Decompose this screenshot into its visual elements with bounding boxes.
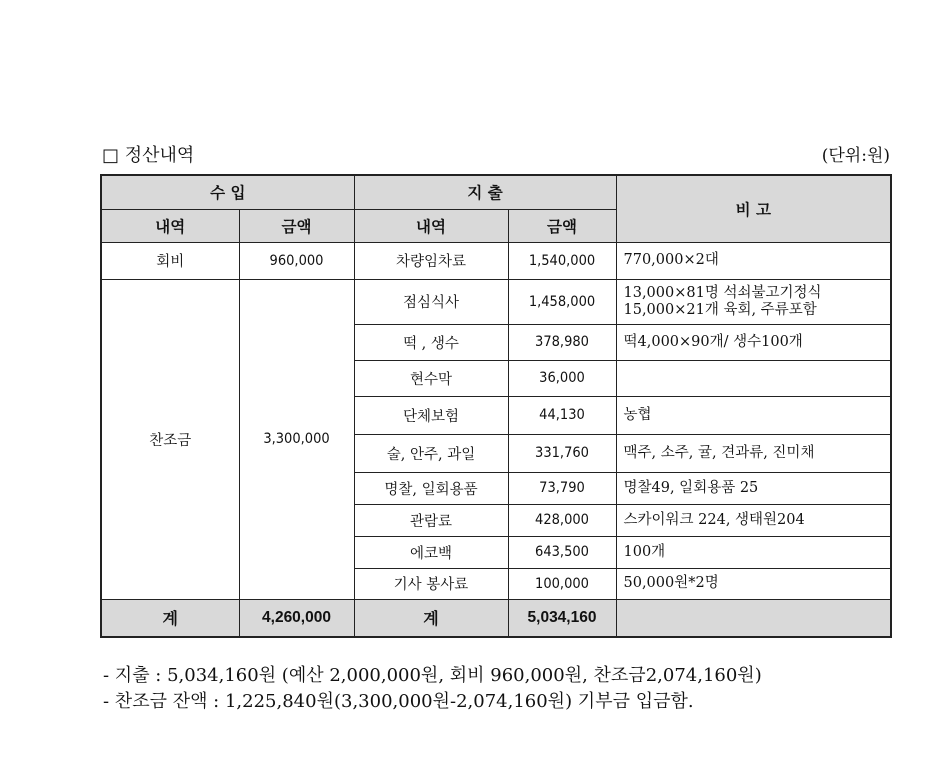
summary-line-balance: - 찬조금 잔액 : 1,225,840원(3,300,000원-2,074,160원) 기부금 입금함. [103,691,694,712]
note-cell: 떡4,000×90개/ 생수100개 [616,324,891,360]
expense-amount: 44,130 [508,396,616,434]
note-cell: 13,000×81명 석쇠불고기정식 15,000×21개 육회, 주류포함 [616,279,891,324]
summary-line-expense: - 지출 : 5,034,160원 (예산 2,000,000원, 회비 960,000원, 찬조금2,074,160원) [103,665,762,686]
expense-amount: 331,760 [508,434,616,472]
expense-amount: 73,790 [508,472,616,504]
header-expense: 지 출 [354,175,616,209]
expense-item: 에코백 [354,536,508,568]
note-cell: 스카이워크 224, 생태원204 [616,504,891,536]
section-title: □ 정산내역 [102,145,195,166]
expense-item: 떡 , 생수 [354,324,508,360]
header-expense-amount: 금액 [508,209,616,242]
total-expense-amount: 5,034,160 [508,599,616,637]
income-item: 회비 [101,242,239,279]
expense-amount: 100,000 [508,568,616,599]
expense-item: 점심식사 [354,279,508,324]
note-cell: 770,000×2대 [616,242,891,279]
income-amount: 3,300,000 [239,279,354,599]
expense-item: 현수막 [354,360,508,396]
header-income-amount: 금액 [239,209,354,242]
expense-amount: 1,540,000 [508,242,616,279]
expense-item: 차량임차료 [354,242,508,279]
note-cell: 명찰49, 일회용품 25 [616,472,891,504]
title-row [102,142,890,170]
total-row [101,599,891,637]
header-income-item: 내역 [101,209,239,242]
note-cell: 맥주, 소주, 귤, 견과류, 진미채 [616,434,891,472]
expense-item: 기사 봉사료 [354,568,508,599]
expense-item: 술, 안주, 과일 [354,434,508,472]
header-expense-item: 내역 [354,209,508,242]
expense-item: 단체보험 [354,396,508,434]
note-cell: 농협 [616,396,891,434]
total-income-amount: 4,260,000 [239,599,354,637]
expense-amount: 36,000 [508,360,616,396]
expense-amount: 378,980 [508,324,616,360]
note-cell: 100개 [616,536,891,568]
total-income-label: 계 [101,599,239,637]
expense-amount: 1,458,000 [508,279,616,324]
expense-item: 명찰, 일회용품 [354,472,508,504]
table-row [101,279,891,324]
income-item: 찬조금 [101,279,239,599]
expense-amount: 428,000 [508,504,616,536]
total-note [616,599,891,637]
summary-notes [103,663,903,715]
note-cell [616,360,891,396]
settlement-table [100,174,892,638]
income-amount: 960,000 [239,242,354,279]
header-note: 비 고 [616,175,891,242]
expense-item: 관람료 [354,504,508,536]
header-income: 수 입 [101,175,354,209]
table-row [101,242,891,279]
expense-amount: 643,500 [508,536,616,568]
note-cell: 50,000원*2명 [616,568,891,599]
total-expense-label: 계 [354,599,508,637]
unit-label: (단위:원) [821,146,890,166]
